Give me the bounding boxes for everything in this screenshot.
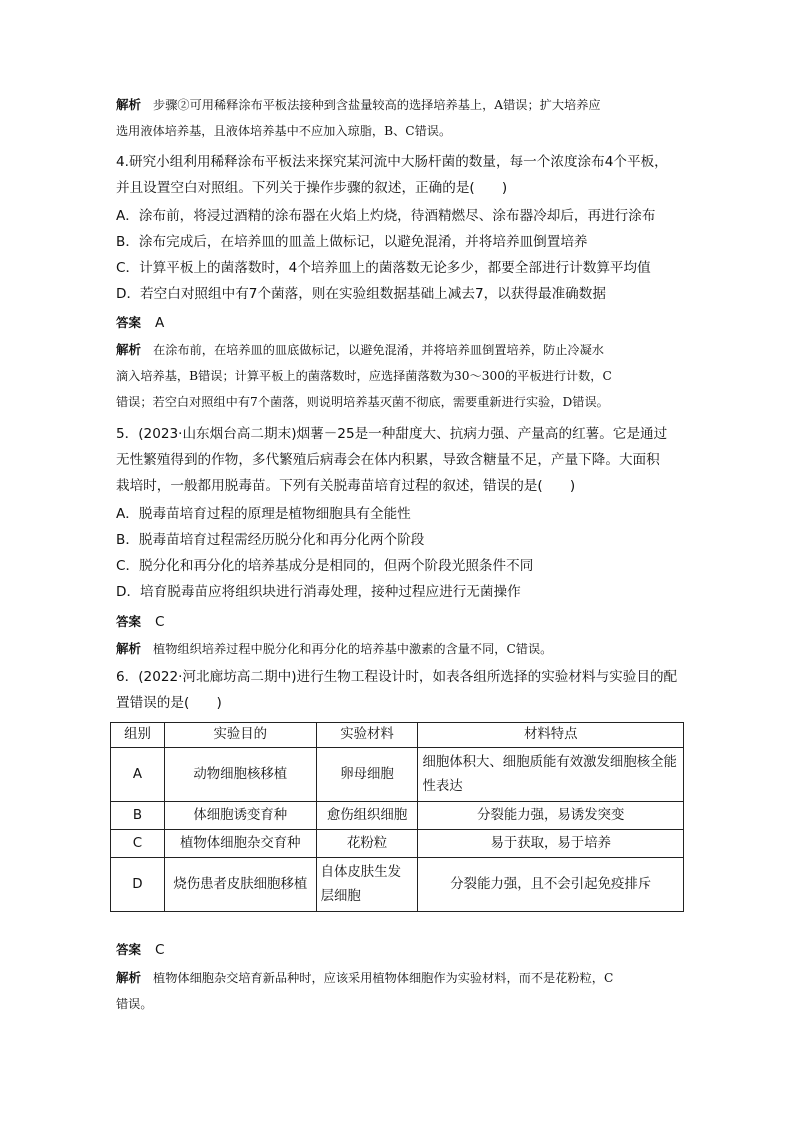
question-6-explanation: [116, 965, 688, 1017]
explanation-text: 植物体细胞杂交培育新品种时，应该采用植物体细胞作为实验材料，而不是花粉粒，C: [153, 971, 614, 985]
explanation-tag: 解析: [116, 970, 142, 985]
table-header-row: [111, 723, 684, 748]
option-c: C．脱分化和再分化的培养基成分是相同的，但两个阶段光照条件不同: [116, 558, 534, 574]
option-a: A．涂布前，将浸过酒精的涂布器在火焰上灼烧，待酒精燃尽、涂布器冷却后，再进行涂布: [116, 208, 656, 224]
question-4-stem: [116, 149, 688, 201]
cell-feature: 分裂能力强，易诱发突变: [418, 802, 684, 830]
column-header-material: 实验材料: [316, 723, 418, 748]
explanation-tag: 解析: [116, 342, 142, 357]
cell-material: 自体皮肤生发层细胞: [316, 858, 418, 912]
answer-value: C: [155, 614, 165, 630]
cell-feature: 易于获取，易于培养: [418, 830, 684, 858]
question-5-answer: [116, 609, 688, 635]
question-4-explanation: [116, 337, 688, 415]
cell-group: C: [111, 830, 165, 858]
q3-explanation: [116, 92, 688, 144]
explanation-tag: 解析: [116, 641, 142, 656]
option-a: A．脱毒苗培育过程的原理是植物细胞具有全能性: [116, 506, 411, 522]
cell-purpose: 植物体细胞杂交育种: [164, 830, 316, 858]
question-stem-line: 4.研究小组利用稀释涂布平板法来探究某河流中大肠杆菌的数量，每一个浓度涂布4个平板，: [116, 154, 668, 170]
column-header-feature: 材料特点: [418, 723, 684, 748]
question-stem-line: 并且设置空白对照组。下列关于操作步骤的叙述，正确的是( ): [116, 180, 508, 196]
question-6-answer: [116, 937, 688, 963]
cell-feature: 分裂能力强，且不会引起免疫排斥: [418, 858, 684, 912]
question-5-stem: [116, 421, 688, 499]
explanation-text: 错误。: [116, 997, 153, 1011]
option-b: B．涂布完成后，在培养皿的皿盖上做标记，以避免混淆，并将培养皿倒置培养: [116, 234, 588, 250]
question-stem-line: 无性繁殖得到的作物，多代繁殖后病毒会在体内积累，导致含糖量不足，产量下降。大面积: [116, 452, 660, 468]
question-6-stem: [116, 664, 688, 716]
cell-group: D: [111, 858, 165, 912]
cell-purpose: 动物细胞核移植: [164, 748, 316, 802]
answer-tag: 答案: [116, 315, 142, 330]
question-4-answer: [116, 310, 688, 336]
explanation-text: 选用液体培养基，且液体培养基中不应加入琼脂，B、C错误。: [116, 124, 452, 138]
question-5-options: [116, 501, 688, 605]
cell-group: B: [111, 802, 165, 830]
question-stem-line: 置错误的是( ): [116, 695, 222, 711]
answer-tag: 答案: [116, 614, 142, 629]
answer-value: C: [155, 942, 165, 958]
cell-feature: 细胞体积大、细胞质能有效激发细胞核全能性表达: [418, 748, 684, 802]
column-header-group: 组别: [111, 723, 165, 748]
cell-group: A: [111, 748, 165, 802]
experiment-design-table: [110, 722, 684, 912]
explanation-text: 步骤②可用稀释涂布平板法接种到含盐量较高的选择培养基上，A错误；扩大培养应: [153, 98, 601, 112]
answer-value: A: [155, 315, 165, 331]
cell-material: 花粉粒: [316, 830, 418, 858]
question-stem-line: 栽培时，一般都用脱毒苗。下列有关脱毒苗培育过程的叙述，错误的是( ): [116, 478, 576, 494]
explanation-text: 植物组织培养过程中脱分化和再分化的培养基中激素的含量不同，C错误。: [153, 642, 553, 656]
question-stem-line: 5．(2023·山东烟台高二期末)烟薯－25是一种甜度大、抗病力强、产量高的红薯。它是通过: [116, 426, 668, 442]
question-stem-line: 6．(2022·河北廊坊高二期中)进行生物工程设计时，如表各组所选择的实验材料与实验目的配: [116, 669, 678, 685]
explanation-text: 错误；若空白对照组中有7个菌落，则说明培养基灭菌不彻底，需要重新进行实验，D错误。: [116, 395, 609, 409]
question-5-explanation: [116, 636, 688, 662]
cell-material: 卵母细胞: [316, 748, 418, 802]
explanation-text: 滴入培养基，B错误；计算平板上的菌落数时，应选择菌落数为30～300的平板进行计数，C: [116, 369, 612, 383]
answer-tag: 答案: [116, 942, 142, 957]
option-b: B．脱毒苗培育过程需经历脱分化和再分化两个阶段: [116, 532, 425, 548]
table-row: [111, 748, 684, 802]
cell-material: 愈伤组织细胞: [316, 802, 418, 830]
cell-purpose: 烧伤患者皮肤细胞移植: [164, 858, 316, 912]
table-row: [111, 858, 684, 912]
option-d: D．若空白对照组中有7个菌落，则在实验组数据基础上减去7，以获得最准确数据: [116, 286, 606, 302]
explanation-text: 在涂布前，在培养皿的皿底做标记，以避免混淆，并将培养皿倒置培养，防止冷凝水: [153, 343, 604, 357]
explanation-tag: 解析: [116, 97, 142, 112]
table-row: [111, 802, 684, 830]
column-header-purpose: 实验目的: [164, 723, 316, 748]
option-d: D．培育脱毒苗应将组织块进行消毒处理，接种过程应进行无菌操作: [116, 584, 521, 600]
option-c: C．计算平板上的菌落数时，4个培养皿上的菌落数无论多少，都要全部进行计数算平均值: [116, 260, 651, 276]
cell-purpose: 体细胞诱变育种: [164, 802, 316, 830]
table-row: [111, 830, 684, 858]
question-4-options: [116, 203, 688, 307]
